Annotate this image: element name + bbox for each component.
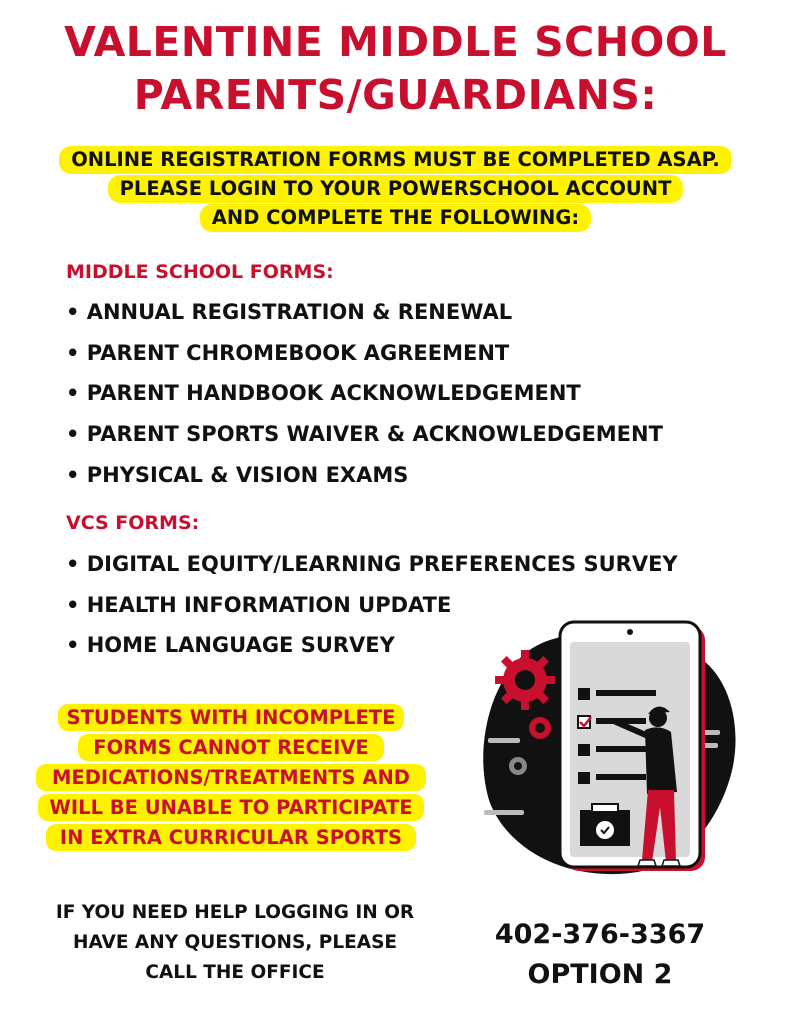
middle-school-heading: MIDDLE SCHOOL FORMS: — [66, 261, 334, 283]
intro-line-1: ONLINE REGISTRATION FORMS MUST BE COMPLETED ASAP. — [59, 146, 732, 174]
gear-icon — [529, 717, 551, 739]
phone-checklist-illustration — [480, 618, 750, 888]
middle-school-item: • PARENT HANDBOOK ACKNOWLEDGEMENT — [66, 381, 581, 405]
warning-line: FORMS CANNOT RECEIVE — [78, 734, 384, 761]
decor-line — [488, 738, 520, 743]
checkbox — [578, 688, 590, 700]
vcs-item: • DIGITAL EQUITY/LEARNING PREFERENCES SURVEY — [66, 552, 678, 576]
middle-school-item: • ANNUAL REGISTRATION & RENEWAL — [66, 300, 513, 324]
gear-icon — [495, 650, 555, 710]
confirm-check-circle — [596, 821, 614, 839]
intro-line-1-wrap — [0, 146, 791, 174]
warning-line: MEDICATIONS/TREATMENTS AND — [36, 764, 426, 791]
intro-line-3: AND COMPLETE THE FOLLOWING: — [200, 204, 591, 232]
phone-number: 402-376-3367 — [494, 919, 706, 950]
phone-camera — [627, 629, 633, 635]
intro-line-2-wrap — [0, 175, 791, 203]
help-line-1: IF YOU NEED HELP LOGGING IN OR — [55, 902, 415, 923]
page-title-line-2: PARENTS/GUARDIANS: — [133, 71, 658, 119]
intro-line-3-wrap — [0, 204, 791, 232]
intro-line-2: PLEASE LOGIN TO YOUR POWERSCHOOL ACCOUNT — [108, 175, 684, 203]
list-line — [596, 746, 651, 752]
help-text — [30, 898, 440, 988]
warning-line: WILL BE UNABLE TO PARTICIPATE — [38, 794, 424, 821]
middle-school-item: • PARENT CHROMEBOOK AGREEMENT — [66, 341, 510, 365]
vcs-item: • HEALTH INFORMATION UPDATE — [66, 593, 452, 617]
vcs-item: • HOME LANGUAGE SURVEY — [66, 633, 395, 657]
contact-block — [470, 915, 730, 995]
page-title-line-1: VALENTINE MIDDLE SCHOOL — [64, 18, 727, 66]
help-line-2: HAVE ANY QUESTIONS, PLEASE — [72, 932, 398, 953]
checkbox — [578, 772, 590, 784]
phone-option: OPTION 2 — [527, 959, 673, 990]
help-line-3: CALL THE OFFICE — [145, 962, 325, 983]
vcs-heading: VCS FORMS: — [66, 512, 200, 534]
gear-icon — [509, 757, 527, 775]
middle-school-item: • PARENT SPORTS WAIVER & ACKNOWLEDGEMENT — [66, 422, 663, 446]
confirm-card-top — [592, 804, 618, 812]
middle-school-item: • PHYSICAL & VISION EXAMS — [66, 463, 409, 487]
warning-line: IN EXTRA CURRICULAR SPORTS — [46, 824, 416, 851]
decor-line — [484, 810, 524, 815]
warning-line: STUDENTS WITH INCOMPLETE — [58, 704, 404, 731]
list-line — [596, 774, 646, 780]
list-line — [596, 690, 656, 696]
checkbox — [578, 744, 590, 756]
